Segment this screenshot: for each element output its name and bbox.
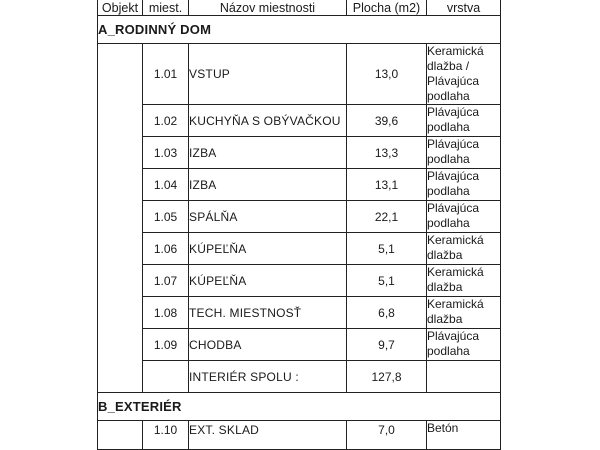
room-number: 1.10 bbox=[143, 421, 189, 450]
floor-layer: Keramická dlažba / Plávajúca podlaha bbox=[427, 44, 501, 105]
room-number: 1.09 bbox=[143, 329, 189, 361]
total-row bbox=[98, 361, 501, 393]
room-number: 1.08 bbox=[143, 297, 189, 329]
floor-layer: Plávajúca podlaha bbox=[427, 169, 501, 201]
floor-layer: Keramická dlažba bbox=[427, 297, 501, 329]
room-number: 1.02 bbox=[143, 105, 189, 137]
room-area: 5,1 bbox=[347, 233, 427, 265]
room-name: IZBA bbox=[189, 169, 347, 201]
section-title: A_RODINNÝ DOM bbox=[98, 16, 501, 44]
room-name: TECH. MIESTNOSŤ bbox=[189, 297, 347, 329]
table-row bbox=[98, 44, 501, 105]
floor-layer: Keramická dlažba bbox=[427, 265, 501, 297]
room-name: VSTUP bbox=[189, 44, 347, 105]
col-header-plocha: Plocha (m2) bbox=[347, 0, 427, 16]
room-name: IZBA bbox=[189, 137, 347, 169]
section-title: B_EXTERIÉR bbox=[98, 393, 501, 421]
room-area: 22,1 bbox=[347, 201, 427, 233]
room-name: KÚPEĽŇA bbox=[189, 265, 347, 297]
table-row bbox=[98, 233, 501, 265]
col-header-vrstva: vrstva bbox=[427, 0, 501, 16]
room-area: 7,0 bbox=[347, 421, 427, 450]
room-number: 1.06 bbox=[143, 233, 189, 265]
room-area: 13,3 bbox=[347, 137, 427, 169]
room-number: 1.04 bbox=[143, 169, 189, 201]
room-number: 1.07 bbox=[143, 265, 189, 297]
floor-layer: Plávajúca podlaha bbox=[427, 329, 501, 361]
floor-layer: Betón bbox=[427, 421, 501, 450]
table-row bbox=[98, 105, 501, 137]
objekt-cell bbox=[98, 421, 143, 450]
room-area: 5,1 bbox=[347, 265, 427, 297]
table-row bbox=[98, 421, 501, 450]
room-number: 1.03 bbox=[143, 137, 189, 169]
room-area: 13,0 bbox=[347, 44, 427, 105]
table-row bbox=[98, 201, 501, 233]
objekt-cell bbox=[98, 44, 143, 393]
col-header-objekt: Objekt bbox=[98, 0, 143, 16]
col-header-nazov: Názov miestnosti bbox=[189, 0, 347, 16]
section-row bbox=[98, 393, 501, 421]
floor-layer: Plávajúca podlaha bbox=[427, 137, 501, 169]
floor-layer: Plávajúca podlaha bbox=[427, 105, 501, 137]
empty-cell bbox=[143, 361, 189, 393]
room-number: 1.01 bbox=[143, 44, 189, 105]
room-name: KUCHYŇA S OBÝVAČKOU bbox=[189, 105, 347, 137]
total-label: INTERIÉR SPOLU : bbox=[189, 361, 347, 393]
col-header-miest: miest. bbox=[143, 0, 189, 16]
table-header bbox=[98, 0, 501, 16]
rooms-table bbox=[97, 0, 501, 450]
room-area: 13,1 bbox=[347, 169, 427, 201]
room-name: SPÁLŇA bbox=[189, 201, 347, 233]
floor-layer: Keramická dlažba bbox=[427, 233, 501, 265]
table-row bbox=[98, 169, 501, 201]
table-row bbox=[98, 137, 501, 169]
room-area: 6,8 bbox=[347, 297, 427, 329]
section-row bbox=[98, 16, 501, 44]
empty-cell bbox=[427, 361, 501, 393]
table-row bbox=[98, 265, 501, 297]
table-row bbox=[98, 297, 501, 329]
table-row bbox=[98, 329, 501, 361]
total-area: 127,8 bbox=[347, 361, 427, 393]
room-name: KÚPEĽŇA bbox=[189, 233, 347, 265]
room-name: EXT. SKLAD bbox=[189, 421, 347, 450]
floor-layer: Plávajúca podlaha bbox=[427, 201, 501, 233]
room-name: CHODBA bbox=[189, 329, 347, 361]
room-area: 9,7 bbox=[347, 329, 427, 361]
room-number: 1.05 bbox=[143, 201, 189, 233]
room-area: 39,6 bbox=[347, 105, 427, 137]
